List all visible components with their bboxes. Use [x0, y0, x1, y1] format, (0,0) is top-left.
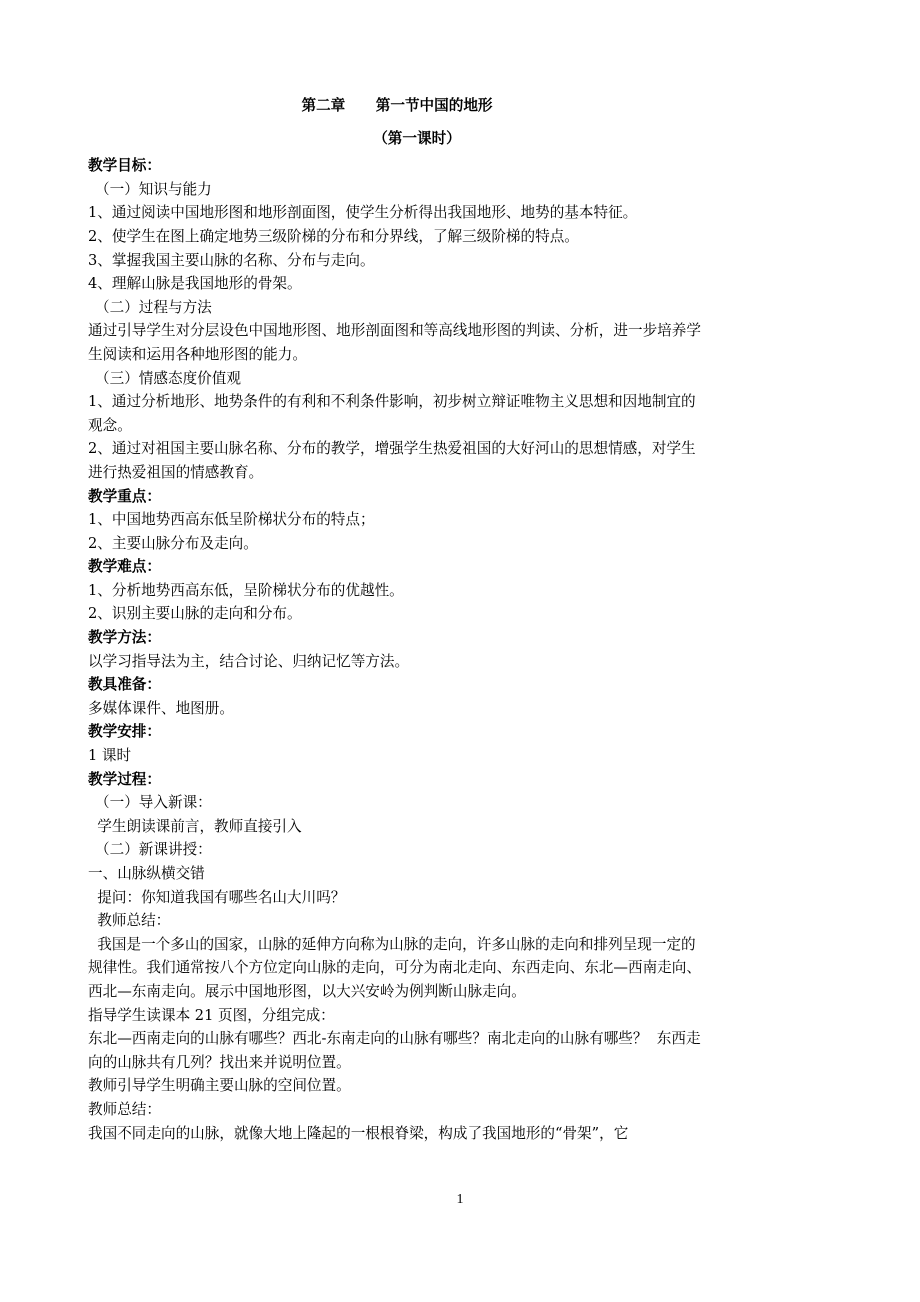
paragraph-line: 一、山脉纵横交错: [88, 865, 205, 882]
section-heading: 教具准备：: [88, 676, 161, 694]
paragraph-line: （三）情感态度价值观: [95, 369, 241, 387]
paragraph-line: 1 课时: [88, 747, 132, 765]
paragraph-line: 1、通过阅读中国地形图和地形剖面图，使学生分析得出我国地形、地势的基本特征。: [88, 204, 638, 222]
paragraph-line: 我国不同走向的山脉，就像大地上隆起的一根根脊梁，构成了我国地形的“骨架”，它: [88, 1124, 629, 1142]
paragraph-line: 2、通过对祖国主要山脉名称、分布的教学，增强学生热爱祖国的大好河山的思想情感，对学生进行热爱祖国的情感教育。: [88, 440, 696, 481]
paragraph-line: 我国是一个多山的国家，山脉的延伸方向称为山脉的走向，许多山脉的走向和排列呈现一定的规律性。我们通常按八个方位定向山脉的走向，可分为南北走向、东西走向、东北—西南走向、西北—东南走向。展示中国地形图，以大兴安岭为例判断山脉走向。: [88, 935, 701, 1000]
paragraph-line: 东北—西南走向的山脉有哪些？西北-东南走向的山脉有哪些？南北走向的山脉有哪些？ 东西走向的山脉共有几列？找出来并说明位置。: [88, 1030, 701, 1071]
section-heading: 教学安排：: [88, 723, 161, 741]
paragraph-line: 教师引导学生明确主要山脉的空间位置。: [88, 1077, 351, 1095]
section-heading: 教学重点：: [88, 487, 161, 505]
page-number: 1: [456, 1192, 464, 1207]
paragraph-line: 教师总结：: [88, 912, 171, 930]
paragraph-list: [88, 154, 706, 1145]
paragraph-line: （二）新课讲授：: [95, 841, 212, 859]
paragraph-line: 教师总结：: [88, 1100, 161, 1118]
paragraph-line: 4、理解山脉是我国地形的骨架。: [88, 275, 302, 293]
paragraph-line: 1、分析地势西高东低，呈阶梯状分布的优越性。: [88, 581, 404, 599]
paragraph-line: 指导学生读课本 21 页图，分组完成：: [88, 1006, 335, 1024]
page-title: 第二章 第一节中国的地形: [301, 97, 493, 114]
paragraph-line: 2、主要山脉分布及走向。: [88, 534, 258, 552]
paragraph-line: 2、识别主要山脉的走向和分布。: [88, 605, 302, 623]
section-heading: 教学难点：: [88, 558, 161, 576]
section-heading: 教学过程：: [88, 770, 161, 788]
paragraph-line: 学生朗读课前言，教师直接引入: [88, 817, 302, 835]
page-subtitle: （第一课时）: [373, 129, 461, 147]
paragraph-line: 1、中国地势西高东低呈阶梯状分布的特点；: [88, 511, 375, 529]
paragraph-line: （二）过程与方法: [95, 298, 212, 316]
paragraph-line: 2、使学生在图上确定地势三级阶梯的分布和分界线，了解三级阶梯的特点。: [88, 227, 579, 245]
paragraph-line: （一）知识与能力: [95, 180, 212, 198]
paragraph-line: 多媒体课件、地图册。: [88, 699, 234, 717]
section-heading: 教学方法：: [88, 629, 161, 647]
paragraph-line: 提问：你知道我国有哪些名山大川吗？: [88, 888, 346, 906]
paragraph-line: 3、掌握我国主要山脉的名称、分布与走向。: [88, 251, 375, 269]
section-heading: 教学目标：: [88, 157, 161, 175]
document-body: [88, 94, 706, 1145]
paragraph-line: 以学习指导法为主，结合讨论、归纳记忆等方法。: [88, 652, 410, 670]
paragraph-line: 通过引导学生对分层设色中国地形图、地形剖面图和等高线地形图的判读、分析，进一步培养学生阅读和运用各种地形图的能力。: [88, 322, 701, 363]
paragraph-line: 1、通过分析地形、地势条件的有利和不利条件影响，初步树立辩证唯物主义思想和因地制宜的观念。: [88, 393, 696, 434]
paragraph-line: （一）导入新课：: [95, 794, 212, 812]
